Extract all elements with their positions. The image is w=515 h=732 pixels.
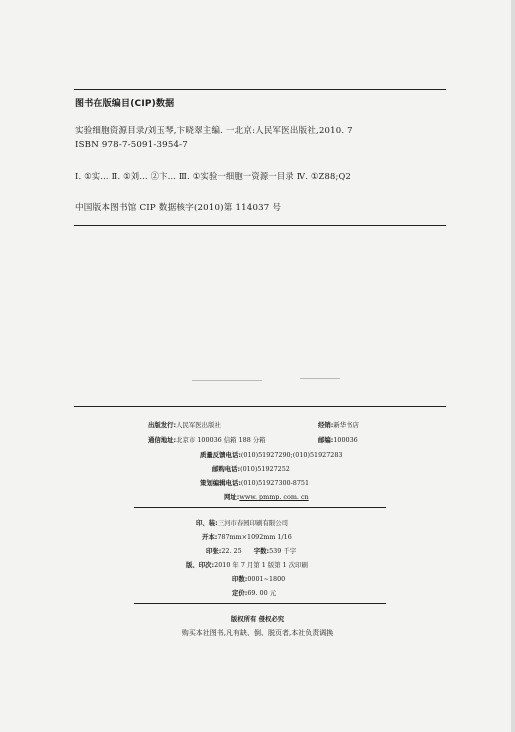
address-label: 通信地址: — [148, 436, 177, 444]
feedback-phone-value: (010)51927290;(010)51927283 — [240, 451, 343, 459]
postcode-label: 邮编: — [318, 436, 334, 444]
publisher-top-rule — [74, 406, 446, 407]
cip-bottom-rule — [74, 225, 446, 226]
distributor-row — [318, 420, 359, 429]
sheets-label: 印张: — [206, 547, 222, 555]
publisher-row — [148, 420, 221, 429]
postcode-value: 100036 — [333, 436, 358, 444]
format-value: 787mm×1092mm 1/16 — [217, 533, 292, 541]
cip-isbn: ISBN 978-7-5091-3954-7 — [75, 140, 188, 150]
format-label: 开本: — [202, 533, 218, 541]
word-count-label: 字数: — [253, 547, 270, 555]
word-count-value: 539 千字 — [269, 547, 297, 555]
edition-row — [186, 560, 308, 569]
scan-smudge — [192, 380, 262, 381]
copyright-notice: 版权所有 侵权必究 — [230, 615, 285, 623]
postcode-row — [318, 435, 358, 444]
replacement-notice: 购买本社图书,凡有缺、倒、脱页者,本社负责调换 — [181, 629, 334, 637]
address-row — [148, 435, 266, 444]
edition-label: 版、印次: — [186, 561, 215, 569]
mail-order-phone-row — [212, 464, 290, 473]
editor-phone-label: 策划编辑电话: — [200, 479, 241, 487]
printer-row — [196, 518, 288, 527]
editor-phone-value: (010)51927300-8751 — [240, 479, 310, 487]
website-row — [224, 492, 309, 501]
scan-smudge — [300, 378, 340, 379]
feedback-phone-row — [200, 450, 342, 459]
cip-title: 图书在版编目(CIP)数据 — [75, 99, 175, 109]
publisher-value: 人民军医出版社 — [176, 421, 221, 429]
sheets-row — [206, 546, 296, 555]
address-value: 北京市 100036 信箱 188 分箱 — [176, 436, 266, 444]
cip-classification: Ⅰ. ①实… Ⅱ. ①刘… ②卞… Ⅲ. ①实验一细胞一资源一目录 Ⅳ. ①Z88;Q2 — [75, 171, 351, 181]
feedback-phone-label: 质量反馈电话: — [200, 451, 241, 459]
mail-order-phone-value: (010)51927252 — [240, 465, 290, 473]
copies-value: 0001~1800 — [247, 575, 286, 583]
format-row — [202, 532, 292, 541]
cip-bibliographic-line: 实验细胞资源目录/刘玉琴,卞晓翠主编. 一北京:人民军医出版社,2010. 7 — [75, 126, 353, 136]
copies-row — [232, 574, 285, 583]
cip-top-rule — [74, 89, 446, 90]
cip-record-number: 中国版本图书馆 CIP 数据核字(2010)第 114037 号 — [75, 203, 282, 213]
publisher-label: 出版发行: — [148, 421, 177, 429]
price-value: 69. 00 元 — [247, 589, 277, 597]
publisher-bottom-rule — [134, 507, 386, 508]
distributor-value: 新华书店 — [333, 421, 359, 429]
mail-order-phone-label: 邮购电话: — [212, 465, 241, 473]
distributor-label: 经销: — [318, 421, 334, 429]
edition-value: 2010 年 7 月第 1 版第 1 次印刷 — [214, 561, 308, 569]
printer-value: 三河市春园印刷有限公司 — [217, 519, 289, 527]
printing-bottom-rule — [134, 603, 386, 604]
price-row — [232, 588, 276, 597]
website-link[interactable]: www. pmmp. com. cn — [239, 493, 309, 501]
editor-phone-row — [200, 478, 309, 487]
price-label: 定价: — [232, 589, 248, 597]
printer-label: 印、装: — [196, 519, 218, 527]
copies-label: 印数: — [232, 575, 248, 583]
sheets-value: 22. 25 — [221, 547, 242, 555]
website-label: 网址: — [224, 493, 240, 501]
